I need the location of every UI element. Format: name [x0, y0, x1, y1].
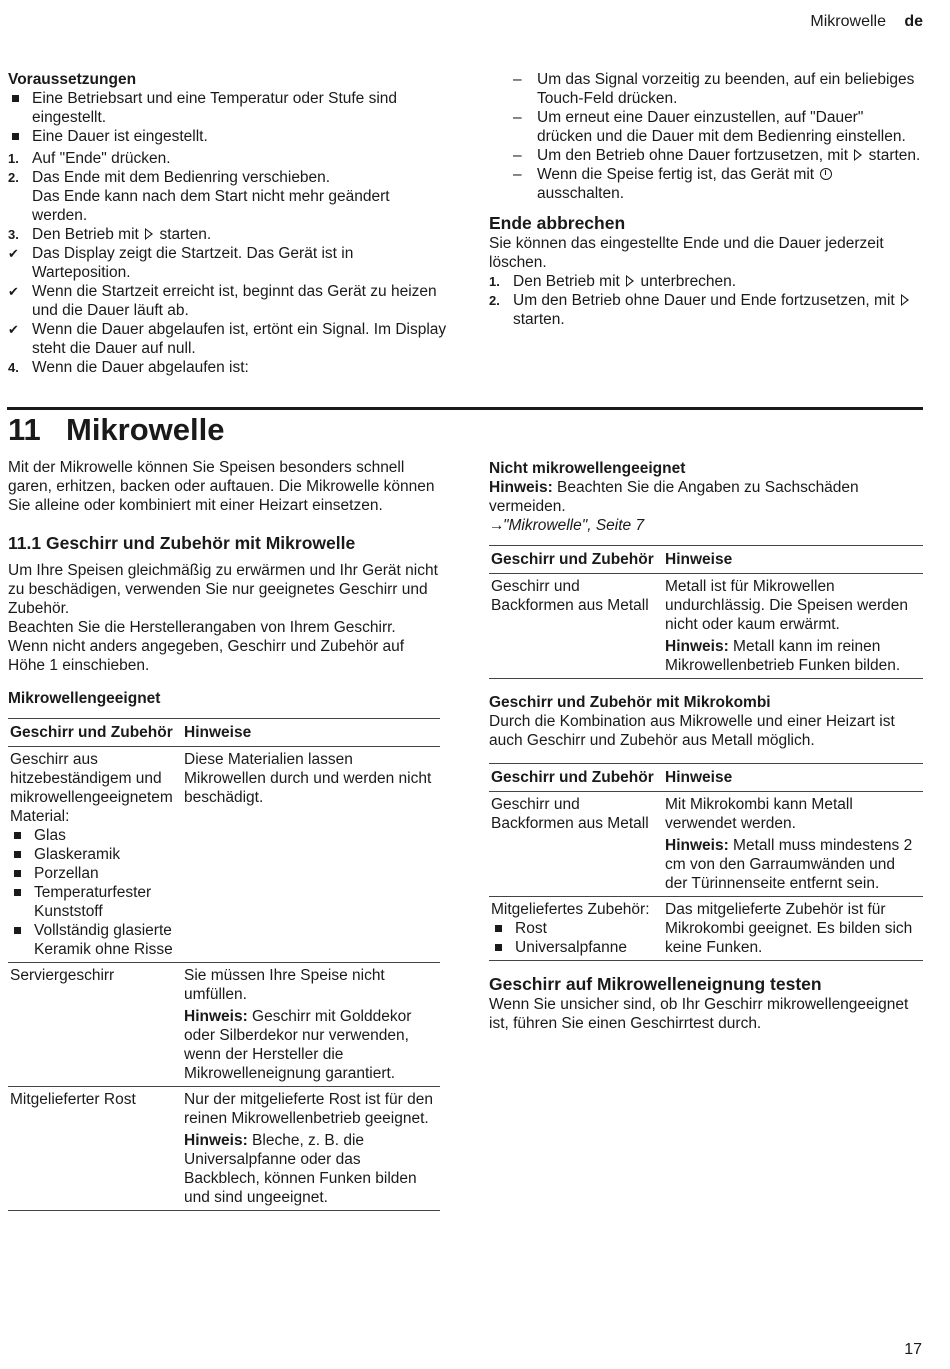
bullet-icon [14, 870, 21, 877]
step-item: 3. Den Betrieb mit starten. [8, 226, 212, 243]
chapter-rule [7, 407, 923, 410]
list-item: Glaskeramik [10, 845, 180, 864]
start-icon [901, 294, 909, 306]
table-cell: Sie müssen Ihre Speise nicht umfüllen. Hinweis: Geschirr mit Golddekor oder Silberdekor nur verwenden, wenn der Hersteller die Mikrowelleneignung garantiert. [182, 963, 440, 1087]
arrow-right-icon: → [489, 517, 505, 534]
table-cell: Geschirr und Backformen aus Metall [489, 792, 663, 897]
list-item: Porzellan [10, 864, 180, 883]
dash-item: – Um erneut eine Dauer einzustellen, auf "Dauer" drücken und die Dauer mit dem Bedienring einstellen. [513, 109, 906, 145]
prerequisites-heading: Voraussetzungen [8, 71, 137, 88]
bullet-icon [12, 95, 19, 102]
mikrokombi-heading: Geschirr und Zubehör mit Mikrokombi [489, 694, 771, 711]
step-item: 4. Wenn die Dauer abgelaufen ist: [8, 359, 249, 376]
table-cell: Geschirr und Backformen aus Metall [489, 574, 663, 679]
table-row [489, 574, 923, 679]
test-heading: Geschirr auf Mikrowelleneignung testen [489, 974, 822, 994]
step-item: 1. Auf "Ende" drücken. [8, 150, 171, 167]
column-header: Hinweise [182, 719, 440, 747]
result-item: ✔ Wenn die Startzeit erreicht ist, beginnt das Gerät zu heizen und die Dauer läuft ab. [8, 283, 437, 319]
test-text: Wenn Sie unsicher sind, ob Ihr Geschirr mikrowellengeeignet ist, führen Sie einen Geschirrtest durch. [489, 996, 909, 1032]
bullet-icon [495, 944, 502, 951]
column-header: Hinweise [663, 764, 923, 792]
section-paragraph: Beachten Sie die Herstellerangaben von Ihrem Geschirr. [8, 619, 396, 636]
section-paragraph: Wenn nicht anders angegeben, Geschirr und Zubehör auf Höhe 1 einschieben. [8, 638, 405, 674]
power-icon [820, 168, 832, 180]
prerequisite-item: Eine Dauer ist eingestellt. [8, 127, 448, 146]
list-item: Rost [491, 919, 661, 938]
chapter-intro: Mit der Mikrowelle können Sie Speisen besonders schnell garen, erhitzen, backen oder auftauen. Die Mikrowelle können Sie alleine oder kombiniert mit einer Heizart einsetzen. [8, 459, 435, 514]
running-header-section: Mikrowelle [810, 13, 886, 30]
mikrokombi-table [489, 763, 923, 961]
check-icon: ✔ [8, 284, 19, 299]
table-header-row [489, 546, 923, 574]
table-cell: Metall ist für Mikrowellen undurchlässig. Die Speisen werden nicht oder kaum erwärmt. Hinweis: Metall kann im reinen Mikrowellenbetrieb Funken bilden. [663, 574, 923, 679]
table-row [8, 747, 440, 963]
column-header: Hinweise [663, 546, 923, 574]
suitable-heading: Mikrowellengeeignet [8, 690, 161, 707]
check-icon: ✔ [8, 322, 19, 337]
table-row [8, 963, 440, 1087]
cross-reference-link[interactable]: →"Mikrowelle", Seite 7 [489, 517, 645, 534]
table-row [8, 1087, 440, 1211]
table-cell: Geschirr aus hitzebeständigem und mikrowellengeeignetem Material: Glas Glaskeramik Porzellan Temperaturfester Kunststoff Vollständig glasierte Keramik ohne Risse [8, 747, 182, 963]
suitable-table [8, 718, 440, 1211]
page-number: 17 [904, 1341, 922, 1358]
bullet-icon [14, 851, 21, 858]
steps-list [8, 149, 448, 377]
dash-item: – Um das Signal vorzeitig zu beenden, auf ein beliebiges Touch-Feld drücken. [513, 71, 915, 107]
table-cell: Mitgeliefertes Zubehör: Rost Universalpfanne [489, 897, 663, 961]
prerequisite-item: Eine Betriebsart und eine Temperatur oder Stufe sind eingestellt. [8, 89, 448, 127]
table-row [489, 897, 923, 961]
column-header: Geschirr und Zubehör [8, 719, 182, 747]
section-heading: 11.1 Geschirr und Zubehör mit Mikrowelle [8, 533, 356, 553]
dash-item: – Wenn die Speise fertig ist, das Gerät mit ausschalten. [489, 165, 921, 203]
table-cell: Diese Materialien lassen Mikrowellen durch und werden nicht beschädigt. [182, 747, 440, 963]
result-item: ✔ Das Display zeigt die Startzeit. Das Gerät ist in Warteposition. [8, 245, 354, 281]
table-cell: Nur der mitgelieferte Rost ist für den reinen Mikrowellenbetrieb geeignet. Hinweis: Bleche, z. B. die Universalpfanne oder das Backblech, können Funken bilden und sind ungeeignet. [182, 1087, 440, 1211]
table-row [489, 792, 923, 897]
table-cell: Serviergeschirr [8, 963, 182, 1087]
column-header: Geschirr und Zubehör [489, 764, 663, 792]
list-item: Universalpfanne [491, 938, 661, 957]
result-item: ✔ Wenn die Dauer abgelaufen ist, ertönt ein Signal. Im Display steht die Dauer auf null. [8, 321, 447, 357]
table-cell: Das mitgelieferte Zubehör ist für Mikrokombi geeignet. Es bilden sich keine Funken. [663, 897, 923, 961]
table-cell: Mit Mikrokombi kann Metall verwendet werden. Hinweis: Metall muss mindestens 2 cm von den Garraumwänden und der Türinnenseite entfernt sein. [663, 792, 923, 897]
continuation-block [489, 70, 921, 329]
start-icon [854, 149, 862, 161]
table-header-row [8, 719, 440, 747]
start-icon [626, 275, 634, 287]
check-icon: ✔ [8, 246, 19, 261]
mikrokombi-text: Durch die Kombination aus Mikrowelle und einer Heizart ist auch Geschirr und Zubehör aus Metall möglich. [489, 713, 895, 749]
running-header-language: de [904, 13, 923, 30]
list-item: Glas [10, 826, 180, 845]
bullet-icon [14, 889, 21, 896]
bullet-icon [14, 832, 21, 839]
section-paragraph: Um Ihre Speisen gleichmäßig zu erwärmen und Ihr Gerät nicht zu beschädigen, verwenden Sie nur geeignetes Geschirr und Zubehör. [8, 562, 438, 617]
microwave-section-right [489, 459, 923, 1033]
not-suitable-heading: Nicht mikrowellengeeignet [489, 460, 686, 477]
table-cell: Mitgelieferter Rost [8, 1087, 182, 1211]
chapter-title: 11 Mikrowelle [8, 412, 225, 447]
microwave-section-left [8, 458, 440, 1211]
prerequisites-block [8, 70, 448, 377]
bullet-icon [495, 925, 502, 932]
list-item: Temperaturfester Kunststoff [10, 883, 180, 921]
ende-abbrechen-text: Sie können das eingestellte Ende und die Dauer jederzeit löschen. [489, 235, 884, 271]
dash-item: – Um den Betrieb ohne Dauer fortzusetzen, mit starten. [513, 147, 921, 164]
step-item: 1. Den Betrieb mit unterbrechen. [489, 273, 737, 290]
table-header-row [489, 764, 923, 792]
ende-abbrechen-heading: Ende abbrechen [489, 213, 626, 233]
step-item: 2. Das Ende mit dem Bedienring verschieben. Das Ende kann nach dem Start nicht mehr geändert werden. [8, 169, 390, 224]
bullet-icon [14, 927, 21, 934]
list-item: Vollständig glasierte Keramik ohne Risse [10, 921, 180, 959]
start-icon [145, 228, 153, 240]
not-suitable-table [489, 545, 923, 679]
step-item: 2. Um den Betrieb ohne Dauer und Ende fortzusetzen, mit starten. [489, 291, 921, 329]
bullet-icon [12, 133, 19, 140]
not-suitable-hint: Hinweis: Beachten Sie die Angaben zu Sachschäden vermeiden. [489, 479, 859, 515]
column-header: Geschirr und Zubehör [489, 546, 663, 574]
